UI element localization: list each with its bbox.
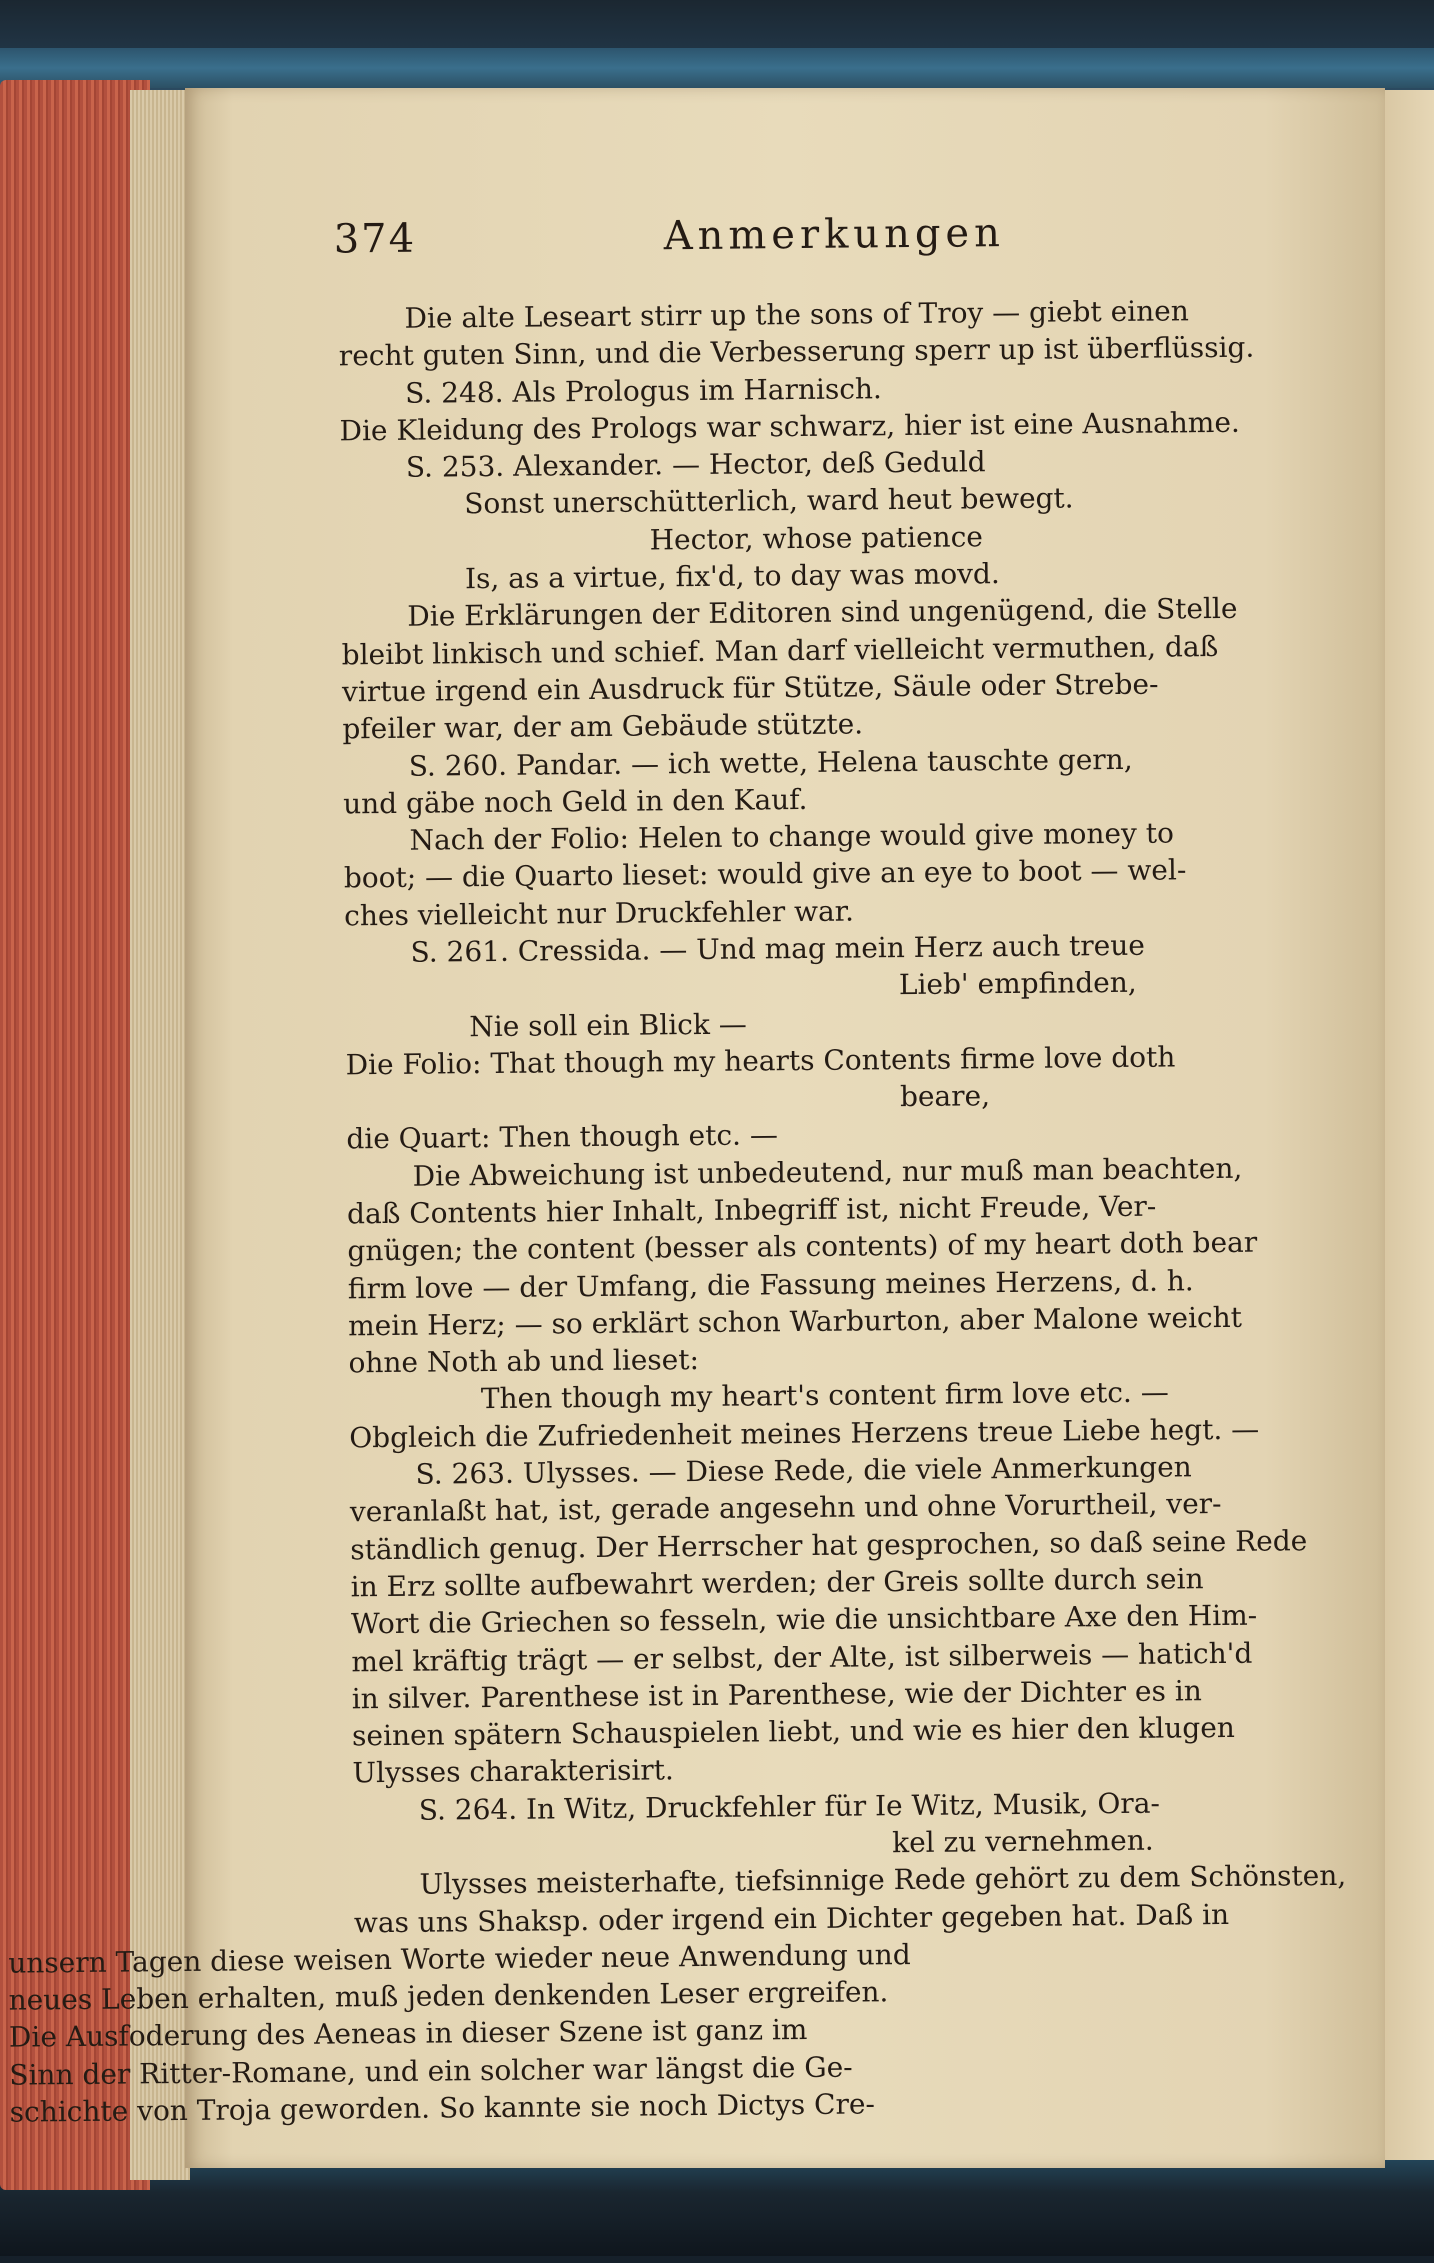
text-line: Sonst unerschütterlich, ward heut bewegt. — [464, 481, 1074, 521]
text-line: mel kräftig trägt — er selbst, der Alte, ist silberweis — hatich'd — [351, 1636, 1253, 1678]
text-line: ständlich genug. Der Herrscher hat gesprochen, so daß seine Rede — [350, 1523, 1308, 1567]
text-line: Die Folio: That though my hearts Contents firme love doth — [345, 1040, 1176, 1082]
text-line: kel zu vernehmen. — [891, 1823, 1154, 1860]
text-line: S. 264. In Witz, Druckfehler für Ie Witz, Musik, Ora- — [418, 1786, 1161, 1827]
text-line: in silver. Parenthese ist in Parenthese, wie der Dichter es in — [351, 1673, 1202, 1716]
text-line: Sinn der Ritter-Romane, und ein solcher war längst die Ge- — [9, 2050, 853, 2092]
text-line: Ulysses meisterhafte, tiefsinnige Rede gehört zu dem Schönsten, — [419, 1859, 1347, 1901]
text-line: Wort die Griechen so fesseln, wie die unsichtbare Axe den Him- — [350, 1598, 1258, 1641]
text-line: und gäbe noch Geld in den Kauf. — [342, 782, 808, 821]
text-line: Die alte Leseart stirr up the sons of Troy — giebt einen — [404, 294, 1189, 335]
text-line: Nach der Folio: Helen to change would give money to — [409, 816, 1175, 857]
text-line: daß Contents hier Inhalt, Inbegriff ist, nicht Freude, Ver- — [346, 1189, 1157, 1231]
text-line: ches vielleicht nur Druckfehler war. — [344, 894, 855, 933]
text-line: firm love — der Umfang, die Fassung meines Herzens, d. h. — [347, 1263, 1194, 1305]
text-line: S. 263. Ulysses. — Diese Rede, die viele Anmerkungen — [415, 1450, 1192, 1491]
text-line: Die Ausfoderung des Aeneas in dieser Szene ist ganz im — [8, 2013, 808, 2055]
running-title: Anmerkungen — [663, 210, 1006, 260]
text-line: bleibt linkisch und schief. Man darf vielleicht vermuthen, daß — [341, 629, 1219, 672]
text-line: gnügen; the content (besser als contents) of my heart doth bear — [347, 1225, 1258, 1268]
text-line: pfeiler war, der am Gebäude stützte. — [342, 707, 864, 746]
text-line: Die Kleidung des Prologs war schwarz, hier ist eine Ausnahme. — [339, 405, 1241, 448]
text-line: Ulysses charakterisirt. — [352, 1753, 675, 1790]
text-line: was uns Shaksp. oder irgend ein Dichter gegeben hat. Daß in — [353, 1897, 1230, 1939]
text-line: Is, as a virtue, fix'd, to day was movd. — [464, 557, 1000, 596]
text-line: S. 260. Pandar. — ich wette, Helena tauschte gern, — [408, 742, 1133, 783]
text-line: in Erz sollte aufbewahrt werden; der Greis sollte durch sein — [350, 1562, 1204, 1604]
text-line: schichte von Troja geworden. So kannte sie noch Dictys Cre- — [9, 2087, 876, 2129]
text-line: Then though my heart's content firm love etc. — — [480, 1375, 1169, 1416]
text-line: S. 253. Alexander. — Hector, deß Geduld — [405, 445, 986, 484]
text-line: recht guten Sinn, und die Verbesserung sperr up ist überflüssig. — [338, 330, 1255, 373]
text-line: die Quart: Then though etc. — — [346, 1118, 779, 1156]
text-line: beare, — [899, 1079, 991, 1114]
text-line: Nie soll ein Blick — — [469, 1007, 747, 1043]
text-line: S. 261. Cressida. — Und mag mein Herz auch treue — [410, 928, 1146, 969]
text-line: mein Herz; — so erklärt schon Warburton, aber Malone weicht — [347, 1300, 1243, 1343]
text-line: boot; — die Quarto lieset: would give an eye to boot — wel- — [343, 853, 1187, 895]
text-line: Lieb' empfinden, — [898, 966, 1137, 1002]
text-line: Die Erklärungen der Editoren sind ungenügend, die Stelle — [407, 592, 1238, 634]
page-number: 374 — [333, 215, 417, 263]
text-line: veranlaßt hat, ist, gerade angesehn und ohne Vorurtheil, ver- — [349, 1487, 1222, 1529]
text-line: Hector, whose patience — [649, 520, 984, 557]
text-line: unsern Tagen diese weisen Worte wieder neue Anwendung und — [8, 1937, 911, 1980]
text-line: seinen spätern Schauspielen liebt, und wie es hier den klugen — [351, 1710, 1236, 1753]
text-line: neues Leben erhalten, muß jeden denkenden Leser ergreifen. — [8, 1975, 889, 2017]
text-line: Obgleich die Zufriedenheit meines Herzens treue Liebe hegt. — — [349, 1412, 1260, 1455]
text-line: ohne Noth ab und lieset: — [348, 1343, 700, 1380]
text-line: S. 248. Als Prologus im Harnisch. — [405, 371, 883, 410]
text-line: virtue irgend ein Ausdruck für Stütze, Säule oder Strebe- — [341, 667, 1159, 709]
text-line: Die Abweichung ist unbedeutend, nur muß man beachten, — [412, 1151, 1243, 1193]
